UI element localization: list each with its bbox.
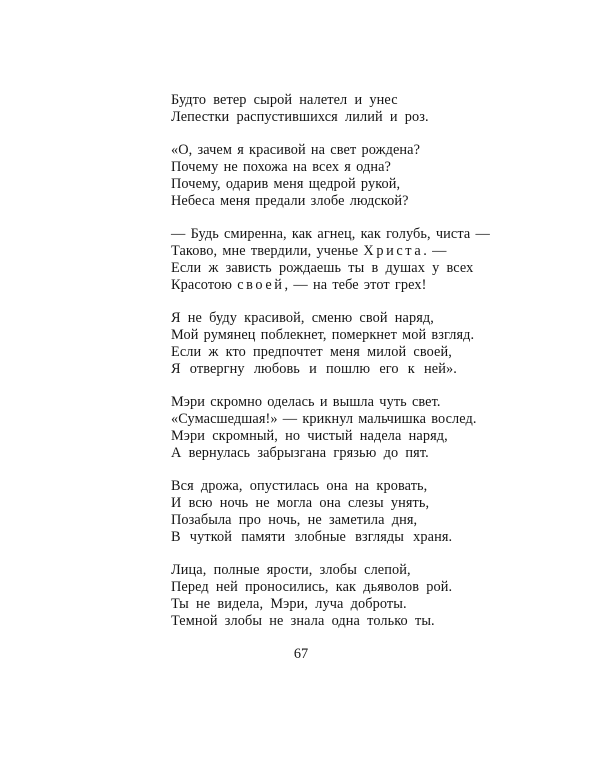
poem-line: Лепестки распустившихся лилий и роз. — [171, 109, 429, 125]
poem-text — [171, 92, 531, 646]
poem-line: Я не буду красивой, сменю свой наряд, — [171, 310, 434, 326]
emphasized-word: своей — [237, 277, 285, 293]
poem-line: Мэри скромный, но чистый надела наряд, — [171, 428, 448, 444]
poem-line: Будто ветер сырой налетел и унес — [171, 92, 398, 108]
stanza-1 — [171, 92, 531, 126]
stanza-7 — [171, 562, 531, 630]
poem-line: Мэри скромно оделась и вышла чуть свет. — [171, 394, 441, 410]
poem-line: А вернулась забрызгана грязью до пят. — [171, 445, 429, 461]
stanza-5 — [171, 394, 531, 462]
poem-line: Если ж кто предпочтет меня милой своей, — [171, 344, 452, 360]
poem-line: Небеса меня предали злобе людской? — [171, 193, 409, 209]
poem-line: Ты не видела, Мэри, луча доброты. — [171, 596, 407, 612]
poem-line: Почему не похожа на всех я одна? — [171, 159, 391, 175]
poem-line: Вся дрожа, опустилась она на кровать, — [171, 478, 428, 494]
poem-line: В чуткой памяти злобные взгляды храня. — [171, 529, 453, 545]
poem-line: — Будь смиренна, как агнец, как голубь, чиста — — [171, 226, 490, 242]
emphasized-word: Христа — [363, 243, 424, 259]
poem-line: И всю ночь не могла она слезы унять, — [171, 495, 430, 511]
poem-line: «Сумасшедшая!» — крикнул мальчишка вослед. — [171, 411, 477, 427]
poem-line: Я отвергну любовь и пошлю его к ней». — [171, 361, 457, 377]
stanza-3 — [171, 226, 531, 294]
stanza-6 — [171, 478, 531, 546]
poem-line: «О, зачем я красивой на свет рождена? — [171, 142, 421, 158]
poem-line: Если ж зависть рождаешь ты в душах у всех — [171, 260, 474, 276]
stanza-2 — [171, 142, 531, 210]
poem-line: Красотою своей, — на тебе этот грех! — [171, 277, 427, 293]
poem-line: Мой румянец поблекнет, померкнет мой взгляд. — [171, 327, 475, 343]
page-number: 67 — [293, 646, 309, 662]
poem-line: Перед ней проносились, как дьяволов рой. — [171, 579, 453, 595]
poem-line: Почему, одарив меня щедрой рукой, — [171, 176, 401, 192]
poem-line: Позабыла про ночь, не заметила дня, — [171, 512, 418, 528]
poem-line: Темной злобы не знала одна только ты. — [171, 613, 435, 629]
poem-line: Таково, мне твердили, ученье Христа. — — [171, 243, 447, 259]
poem-line: Лица, полные ярости, злобы слепой, — [171, 562, 411, 578]
stanza-4 — [171, 310, 531, 378]
